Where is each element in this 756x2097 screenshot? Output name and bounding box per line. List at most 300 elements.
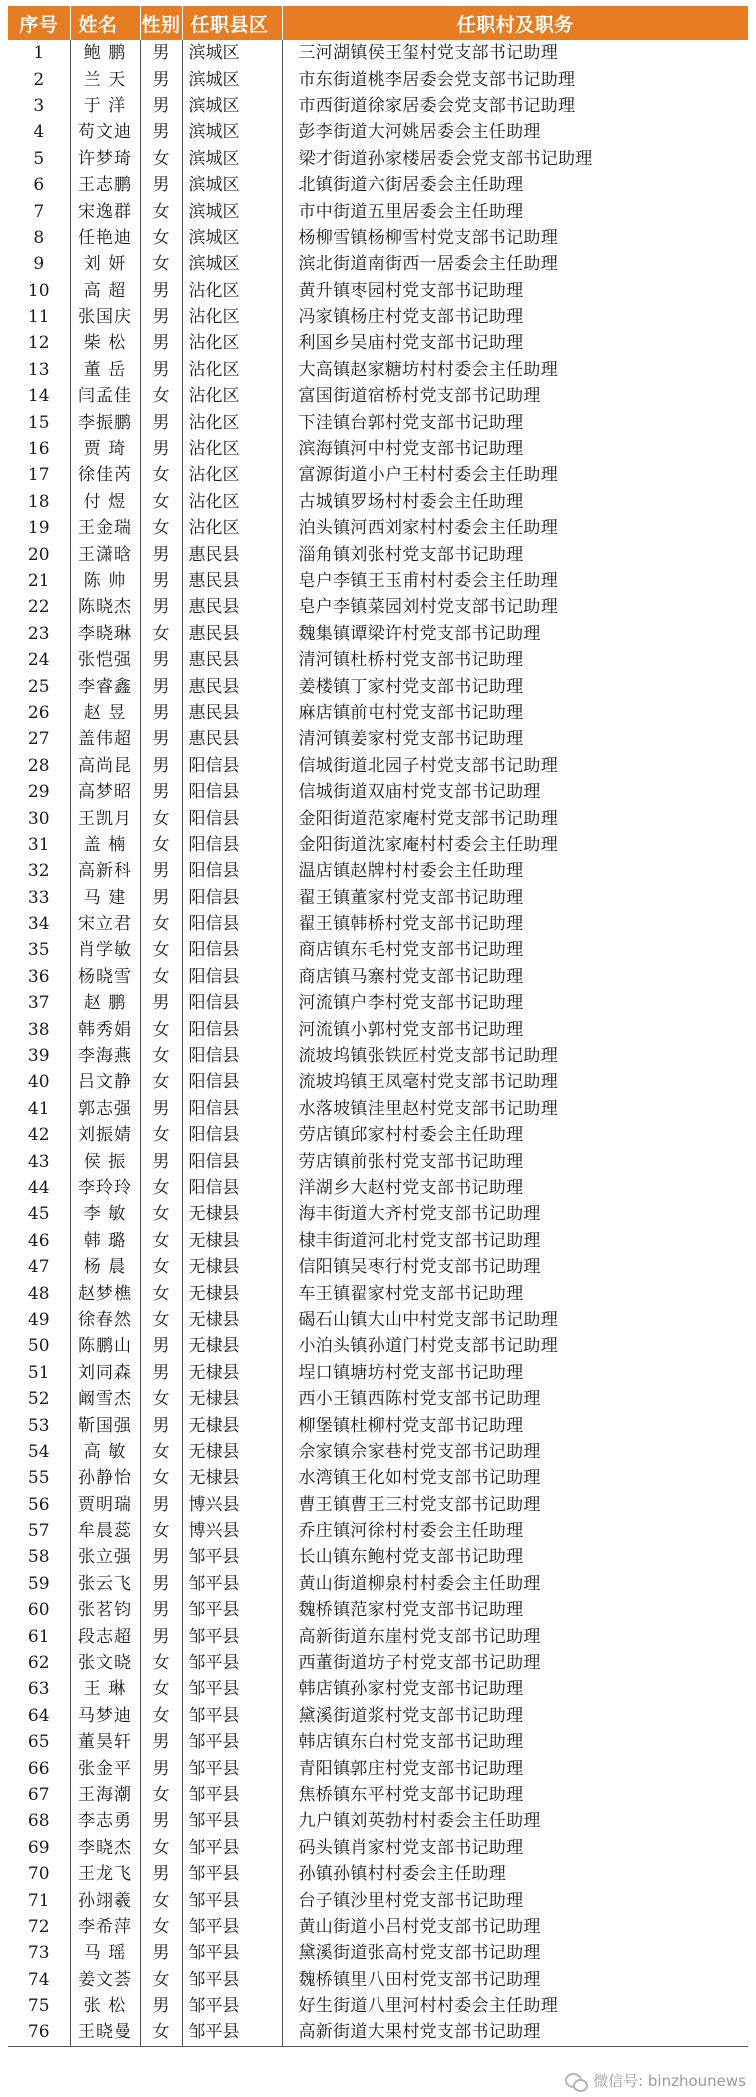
cell-name: 王金瑞 <box>70 515 140 541</box>
cell-no: 53 <box>27 1415 50 1436</box>
cell-county: 滨城区 <box>182 198 282 224</box>
table-row <box>8 1122 748 1148</box>
cell-name: 姜文荟 <box>70 1967 140 1993</box>
cell-gender: 女 <box>140 1307 182 1333</box>
cell-gender: 女 <box>140 146 182 172</box>
cell-county: 无棣县 <box>182 1228 282 1254</box>
cell-name: 郭志强 <box>70 1096 140 1122</box>
cell-name: 高 超 <box>70 278 140 304</box>
cell-county: 惠民县 <box>182 673 282 699</box>
cell-name: 张金平 <box>70 1755 140 1781</box>
header-gender: 性别 <box>140 6 182 40</box>
cell-county: 无棣县 <box>182 1254 282 1280</box>
table-row <box>8 278 748 304</box>
cell-post: 三河湖镇侯王玺村党支部书记助理 <box>282 40 748 66</box>
cell-post: 黛溪街道张高村党支部书记助理 <box>282 1940 748 1966</box>
cell-no: 46 <box>27 1230 50 1251</box>
cell-post: 好生街道八里河村村委会主任助理 <box>282 1993 748 2019</box>
table-row <box>8 779 748 805</box>
cell-name: 孙翊羲 <box>70 1887 140 1913</box>
cell-no: 73 <box>27 1943 50 1964</box>
cell-no: 69 <box>27 1837 50 1858</box>
table-row <box>8 383 748 409</box>
cell-county: 邹平县 <box>182 1755 282 1781</box>
cell-post: 淄角镇刘张村党支部书记助理 <box>282 541 748 567</box>
cell-post: 市东街道桃李居委会党支部书记助理 <box>282 66 748 92</box>
cell-gender: 女 <box>140 1254 182 1280</box>
cell-county: 无棣县 <box>182 1386 282 1412</box>
cell-county: 惠民县 <box>182 568 282 594</box>
cell-post: 曹王镇曹王三村党支部书记助理 <box>282 1491 748 1517</box>
cell-gender: 男 <box>140 990 182 1016</box>
header-post: 任职村及职务 <box>282 6 748 40</box>
cell-post: 富源街道小户王村村委会主任助理 <box>282 462 748 488</box>
cell-county: 邹平县 <box>182 1544 282 1570</box>
table-row <box>8 2019 748 2046</box>
cell-post: 河流镇户李村党支部书记助理 <box>282 990 748 1016</box>
cell-county: 滨城区 <box>182 225 282 251</box>
cell-county: 沾化区 <box>182 436 282 462</box>
cell-name: 刘 妍 <box>70 251 140 277</box>
cell-name: 王 琳 <box>70 1676 140 1702</box>
table-row <box>8 1676 748 1702</box>
cell-name: 孙静怡 <box>70 1465 140 1491</box>
table-row <box>8 1650 748 1676</box>
cell-no: 47 <box>27 1257 50 1278</box>
cell-no: 12 <box>27 333 50 354</box>
cell-name: 李志勇 <box>70 1808 140 1834</box>
cell-gender: 男 <box>140 436 182 462</box>
cell-county: 惠民县 <box>182 594 282 620</box>
cell-name: 韩秀娟 <box>70 1016 140 1042</box>
table-row <box>8 621 748 647</box>
cell-gender: 男 <box>140 1544 182 1570</box>
cell-no: 25 <box>27 676 50 697</box>
cell-no: 35 <box>27 940 50 961</box>
cell-name: 高新科 <box>70 858 140 884</box>
cell-no: 57 <box>27 1521 50 1542</box>
cell-post: 梁才街道孙家楼居委会党支部书记助理 <box>282 146 748 172</box>
table-row <box>8 541 748 567</box>
cell-name: 宋立君 <box>70 911 140 937</box>
cell-post: 台子镇沙里村党支部书记助理 <box>282 1887 748 1913</box>
cell-post: 翟王镇韩桥村党支部书记助理 <box>282 911 748 937</box>
cell-name: 付 煜 <box>70 489 140 515</box>
cell-no: 20 <box>27 544 50 565</box>
cell-gender: 男 <box>140 779 182 805</box>
table-row <box>8 1967 748 1993</box>
cell-post: 滨海镇河中村党支部书记助理 <box>282 436 748 462</box>
cell-no: 9 <box>33 254 45 275</box>
cell-gender: 男 <box>140 1096 182 1122</box>
cell-post: 市中街道五里居委会主任助理 <box>282 198 748 224</box>
cell-gender: 女 <box>140 937 182 963</box>
cell-post: 市西街道徐家居委会党支部书记助理 <box>282 93 748 119</box>
cell-gender: 女 <box>140 515 182 541</box>
table-row <box>8 805 748 831</box>
cell-post: 姜楼镇丁家村党支部书记助理 <box>282 673 748 699</box>
table-row <box>8 1544 748 1570</box>
cell-gender: 女 <box>140 251 182 277</box>
table-row <box>8 66 748 92</box>
cell-no: 66 <box>27 1758 50 1779</box>
cell-no: 50 <box>27 1336 50 1357</box>
cell-county: 阳信县 <box>182 1096 282 1122</box>
cell-county: 沾化区 <box>182 462 282 488</box>
cell-name: 陈晓杰 <box>70 594 140 620</box>
cell-name: 王潇晗 <box>70 541 140 567</box>
table-row <box>8 409 748 435</box>
table-row <box>8 1755 748 1781</box>
cell-county: 邹平县 <box>182 1940 282 1966</box>
cell-gender: 男 <box>140 172 182 198</box>
cell-gender: 女 <box>140 1439 182 1465</box>
cell-county: 阳信县 <box>182 937 282 963</box>
cell-gender: 男 <box>140 1808 182 1834</box>
cell-post: 高新街道东崖村党支部书记助理 <box>282 1623 748 1649</box>
cell-post: 黄山街道柳泉村村委会主任助理 <box>282 1571 748 1597</box>
cell-post: 长山镇东鲍村党支部书记助理 <box>282 1544 748 1570</box>
table-row <box>8 1201 748 1227</box>
cell-post: 泊头镇河西刘家村村委会主任助理 <box>282 515 748 541</box>
cell-county: 阳信县 <box>182 1122 282 1148</box>
cell-post: 水湾镇王化如村党支部书记助理 <box>282 1465 748 1491</box>
table-row <box>8 1228 748 1254</box>
cell-post: 杨柳雪镇杨柳雪村党支部书记助理 <box>282 225 748 251</box>
cell-name: 苟文迪 <box>70 119 140 145</box>
cell-gender: 男 <box>140 1491 182 1517</box>
table-row <box>8 1096 748 1122</box>
cell-county: 滨城区 <box>182 40 282 66</box>
cell-county: 滨城区 <box>182 251 282 277</box>
cell-county: 阳信县 <box>182 1148 282 1174</box>
table-row <box>8 40 748 66</box>
cell-gender: 男 <box>140 1623 182 1649</box>
cell-gender: 男 <box>140 594 182 620</box>
cell-name: 肖学敏 <box>70 937 140 963</box>
cell-county: 阳信县 <box>182 990 282 1016</box>
table-row <box>8 198 748 224</box>
cell-county: 阳信县 <box>182 1069 282 1095</box>
cell-gender: 女 <box>140 1518 182 1544</box>
cell-no: 40 <box>27 1072 50 1093</box>
cell-post: 温店镇赵牌村村委会主任助理 <box>282 858 748 884</box>
cell-county: 邹平县 <box>182 1676 282 1702</box>
cell-gender: 女 <box>140 1967 182 1993</box>
cell-county: 阳信县 <box>182 858 282 884</box>
cell-gender: 男 <box>140 1360 182 1386</box>
cell-name: 杨 晨 <box>70 1254 140 1280</box>
cell-county: 邹平县 <box>182 2019 282 2046</box>
cell-county: 无棣县 <box>182 1333 282 1359</box>
table-row <box>8 1914 748 1940</box>
cell-post: 韩店镇东白村党支部书记助理 <box>282 1729 748 1755</box>
cell-name: 兰 天 <box>70 66 140 92</box>
cell-name: 高梦昭 <box>70 779 140 805</box>
table-header <box>8 6 748 40</box>
cell-gender: 女 <box>140 1914 182 1940</box>
cell-no: 61 <box>27 1626 50 1647</box>
cell-name: 贾 琦 <box>70 436 140 462</box>
cell-gender: 女 <box>140 1782 182 1808</box>
cell-post: 彭李街道大河姚居委会主任助理 <box>282 119 748 145</box>
table-row <box>8 858 748 884</box>
cell-post: 车王镇翟家村党支部书记助理 <box>282 1280 748 1306</box>
table-row <box>8 1439 748 1465</box>
cell-name: 董 岳 <box>70 357 140 383</box>
cell-gender: 男 <box>140 700 182 726</box>
table-row <box>8 726 748 752</box>
cell-post: 滨北街道南街西一居委会主任助理 <box>282 251 748 277</box>
cell-county: 阳信县 <box>182 911 282 937</box>
cell-post: 西董街道坊子村党支部书记助理 <box>282 1650 748 1676</box>
cell-post: 商店镇马寨村党支部书记助理 <box>282 964 748 990</box>
cell-no: 51 <box>27 1362 50 1383</box>
table-row <box>8 1993 748 2019</box>
table-row <box>8 1623 748 1649</box>
cell-gender: 男 <box>140 568 182 594</box>
cell-no: 67 <box>27 1784 50 1805</box>
cell-county: 阳信县 <box>182 779 282 805</box>
cell-no: 49 <box>27 1309 50 1330</box>
cell-name: 段志超 <box>70 1623 140 1649</box>
cell-post: 九户镇刘英勃村村委会主任助理 <box>282 1808 748 1834</box>
cell-name: 陈 帅 <box>70 568 140 594</box>
cell-no: 36 <box>27 966 50 987</box>
cell-gender: 男 <box>140 858 182 884</box>
cell-county: 无棣县 <box>182 1201 282 1227</box>
table-row <box>8 1360 748 1386</box>
cell-name: 李希萍 <box>70 1914 140 1940</box>
cell-gender: 女 <box>140 462 182 488</box>
cell-county: 阳信县 <box>182 1043 282 1069</box>
cell-gender: 男 <box>140 673 182 699</box>
table-row <box>8 1465 748 1491</box>
cell-post: 古城镇罗场村村委会主任助理 <box>282 489 748 515</box>
cell-county: 滨城区 <box>182 172 282 198</box>
cell-county: 阳信县 <box>182 1175 282 1201</box>
cell-gender: 女 <box>140 1043 182 1069</box>
cell-post: 乔庄镇河徐村村委会主任助理 <box>282 1518 748 1544</box>
table-row <box>8 146 748 172</box>
cell-no: 55 <box>27 1468 50 1489</box>
cell-name: 刘同森 <box>70 1360 140 1386</box>
table-row <box>8 964 748 990</box>
cell-name: 赵 鹏 <box>70 990 140 1016</box>
cell-gender: 男 <box>140 278 182 304</box>
cell-county: 沾化区 <box>182 489 282 515</box>
cell-post: 黛溪街道浆村党支部书记助理 <box>282 1703 748 1729</box>
table-row <box>8 594 748 620</box>
cell-gender: 女 <box>140 964 182 990</box>
table-row <box>8 462 748 488</box>
cell-name: 王龙飞 <box>70 1861 140 1887</box>
table-row <box>8 515 748 541</box>
cell-post: 魏桥镇范家村党支部书记助理 <box>282 1597 748 1623</box>
table-row <box>8 119 748 145</box>
cell-name: 李玲玲 <box>70 1175 140 1201</box>
cell-county: 邹平县 <box>182 1729 282 1755</box>
cell-no: 15 <box>27 412 50 433</box>
cell-name: 刘振婧 <box>70 1122 140 1148</box>
cell-no: 8 <box>33 227 45 248</box>
table-row <box>8 1703 748 1729</box>
table-row <box>8 1412 748 1438</box>
cell-name: 阚雪杰 <box>70 1386 140 1412</box>
cell-no: 28 <box>27 755 50 776</box>
cell-no: 7 <box>33 201 45 222</box>
cell-post: 信城街道北园子村党支部书记助理 <box>282 753 748 779</box>
cell-no: 30 <box>27 808 50 829</box>
cell-post: 高新街道大果村党支部书记助理 <box>282 2019 748 2046</box>
cell-gender: 女 <box>140 911 182 937</box>
cell-no: 17 <box>27 465 50 486</box>
cell-gender: 男 <box>140 40 182 66</box>
cell-no: 62 <box>27 1653 50 1674</box>
cell-gender: 男 <box>140 647 182 673</box>
cell-county: 惠民县 <box>182 647 282 673</box>
cell-post: 焦桥镇东平村党支部书记助理 <box>282 1782 748 1808</box>
cell-name: 李晓杰 <box>70 1835 140 1861</box>
table-row <box>8 1254 748 1280</box>
cell-gender: 男 <box>140 304 182 330</box>
cell-county: 惠民县 <box>182 700 282 726</box>
cell-county: 无棣县 <box>182 1307 282 1333</box>
cell-name: 鲍 鹏 <box>70 40 140 66</box>
cell-county: 邹平县 <box>182 1967 282 1993</box>
cell-no: 64 <box>27 1705 50 1726</box>
cell-gender: 女 <box>140 1016 182 1042</box>
cell-no: 26 <box>27 702 50 723</box>
cell-county: 滨城区 <box>182 66 282 92</box>
cell-post: 富国街道宿桥村党支部书记助理 <box>282 383 748 409</box>
table-row <box>8 1571 748 1597</box>
table-row <box>8 885 748 911</box>
cell-no: 52 <box>27 1389 50 1410</box>
cell-post: 佘家镇佘家巷村党支部书记助理 <box>282 1439 748 1465</box>
table-row <box>8 1307 748 1333</box>
table-row <box>8 436 748 462</box>
table-row <box>8 1835 748 1861</box>
cell-gender: 男 <box>140 1729 182 1755</box>
cell-post: 孙镇孙镇村村委会主任助理 <box>282 1861 748 1887</box>
table-row <box>8 1887 748 1913</box>
cell-gender: 女 <box>140 1703 182 1729</box>
cell-no: 16 <box>27 439 50 460</box>
cell-no: 5 <box>33 148 45 169</box>
cell-name: 闫孟佳 <box>70 383 140 409</box>
cell-post: 洋湖乡大赵村党支部书记助理 <box>282 1175 748 1201</box>
cell-name: 杨晓雪 <box>70 964 140 990</box>
cell-county: 邹平县 <box>182 1782 282 1808</box>
table-row <box>8 251 748 277</box>
cell-county: 阳信县 <box>182 805 282 831</box>
cell-gender: 男 <box>140 409 182 435</box>
table-row <box>8 1069 748 1095</box>
cell-gender: 男 <box>140 726 182 752</box>
cell-post: 水落坡镇洼里赵村党支部书记助理 <box>282 1096 748 1122</box>
table-row <box>8 700 748 726</box>
cell-post: 碣石山镇大山中村党支部书记助理 <box>282 1307 748 1333</box>
cell-gender: 男 <box>140 93 182 119</box>
cell-county: 惠民县 <box>182 726 282 752</box>
cell-county: 沾化区 <box>182 330 282 356</box>
table-row <box>8 1597 748 1623</box>
table-row <box>8 1016 748 1042</box>
cell-no: 76 <box>8 2019 70 2046</box>
cell-post: 埕口镇塘坊村党支部书记助理 <box>282 1360 748 1386</box>
cell-name: 柴 松 <box>70 330 140 356</box>
table-row <box>8 911 748 937</box>
cell-county: 邹平县 <box>182 1650 282 1676</box>
cell-county: 邹平县 <box>182 1887 282 1913</box>
cell-post: 皂户李镇王玉甫村村委会主任助理 <box>282 568 748 594</box>
table-row <box>8 1280 748 1306</box>
cell-post: 小泊头镇孙道门村党支部书记助理 <box>282 1333 748 1359</box>
cell-post: 劳店镇前张村党支部书记助理 <box>282 1148 748 1174</box>
cell-no: 32 <box>27 861 50 882</box>
table-row <box>8 1518 748 1544</box>
cell-county: 邹平县 <box>182 1571 282 1597</box>
cell-gender: 女 <box>140 225 182 251</box>
cell-name: 张恺强 <box>70 647 140 673</box>
table-body <box>8 40 748 2046</box>
table-row <box>8 937 748 963</box>
cell-name: 任艳迪 <box>70 225 140 251</box>
cell-no: 4 <box>33 122 45 143</box>
cell-name: 张国庆 <box>70 304 140 330</box>
table-row <box>8 225 748 251</box>
cell-name: 王志鹏 <box>70 172 140 198</box>
cell-no: 21 <box>27 571 50 591</box>
cell-no: 1 <box>33 43 45 64</box>
cell-county: 邹平县 <box>182 1597 282 1623</box>
cell-gender: 女 <box>140 1280 182 1306</box>
cell-name: 李海燕 <box>70 1043 140 1069</box>
cell-no: 56 <box>27 1494 50 1515</box>
table-row <box>8 330 748 356</box>
cell-gender: 女 <box>140 383 182 409</box>
cell-post: 黄升镇枣园村党支部书记助理 <box>282 278 748 304</box>
table-row <box>8 172 748 198</box>
cell-county: 滨城区 <box>182 119 282 145</box>
cell-county: 惠民县 <box>182 541 282 567</box>
cell-name: 董昊轩 <box>70 1729 140 1755</box>
cell-no: 38 <box>27 1019 50 1040</box>
cell-no: 45 <box>27 1204 50 1225</box>
cell-county: 无棣县 <box>182 1439 282 1465</box>
cell-post: 利国乡吴庙村党支部书记助理 <box>282 330 748 356</box>
table-row <box>8 1333 748 1359</box>
cell-no: 27 <box>27 729 50 750</box>
cell-county: 沾化区 <box>182 304 282 330</box>
cell-post: 冯家镇杨庄村党支部书记助理 <box>282 304 748 330</box>
cell-county: 无棣县 <box>182 1465 282 1491</box>
cell-county: 博兴县 <box>182 1491 282 1517</box>
cell-post: 韩店镇孙家村党支部书记助理 <box>282 1676 748 1702</box>
table-row <box>8 832 748 858</box>
cell-post: 黄山街道小吕村党支部书记助理 <box>282 1914 748 1940</box>
watermark <box>565 2070 746 2091</box>
cell-no: 10 <box>27 280 50 301</box>
cell-post: 北镇街道六街居委会主任助理 <box>282 172 748 198</box>
table-row <box>8 1491 748 1517</box>
cell-county: 沾化区 <box>182 515 282 541</box>
cell-post: 金阳街道沈家庵村村委会主任助理 <box>282 832 748 858</box>
cell-post: 麻店镇前屯村党支部书记助理 <box>282 700 748 726</box>
cell-post: 清河镇姜家村党支部书记助理 <box>282 726 748 752</box>
cell-no: 72 <box>27 1916 50 1937</box>
